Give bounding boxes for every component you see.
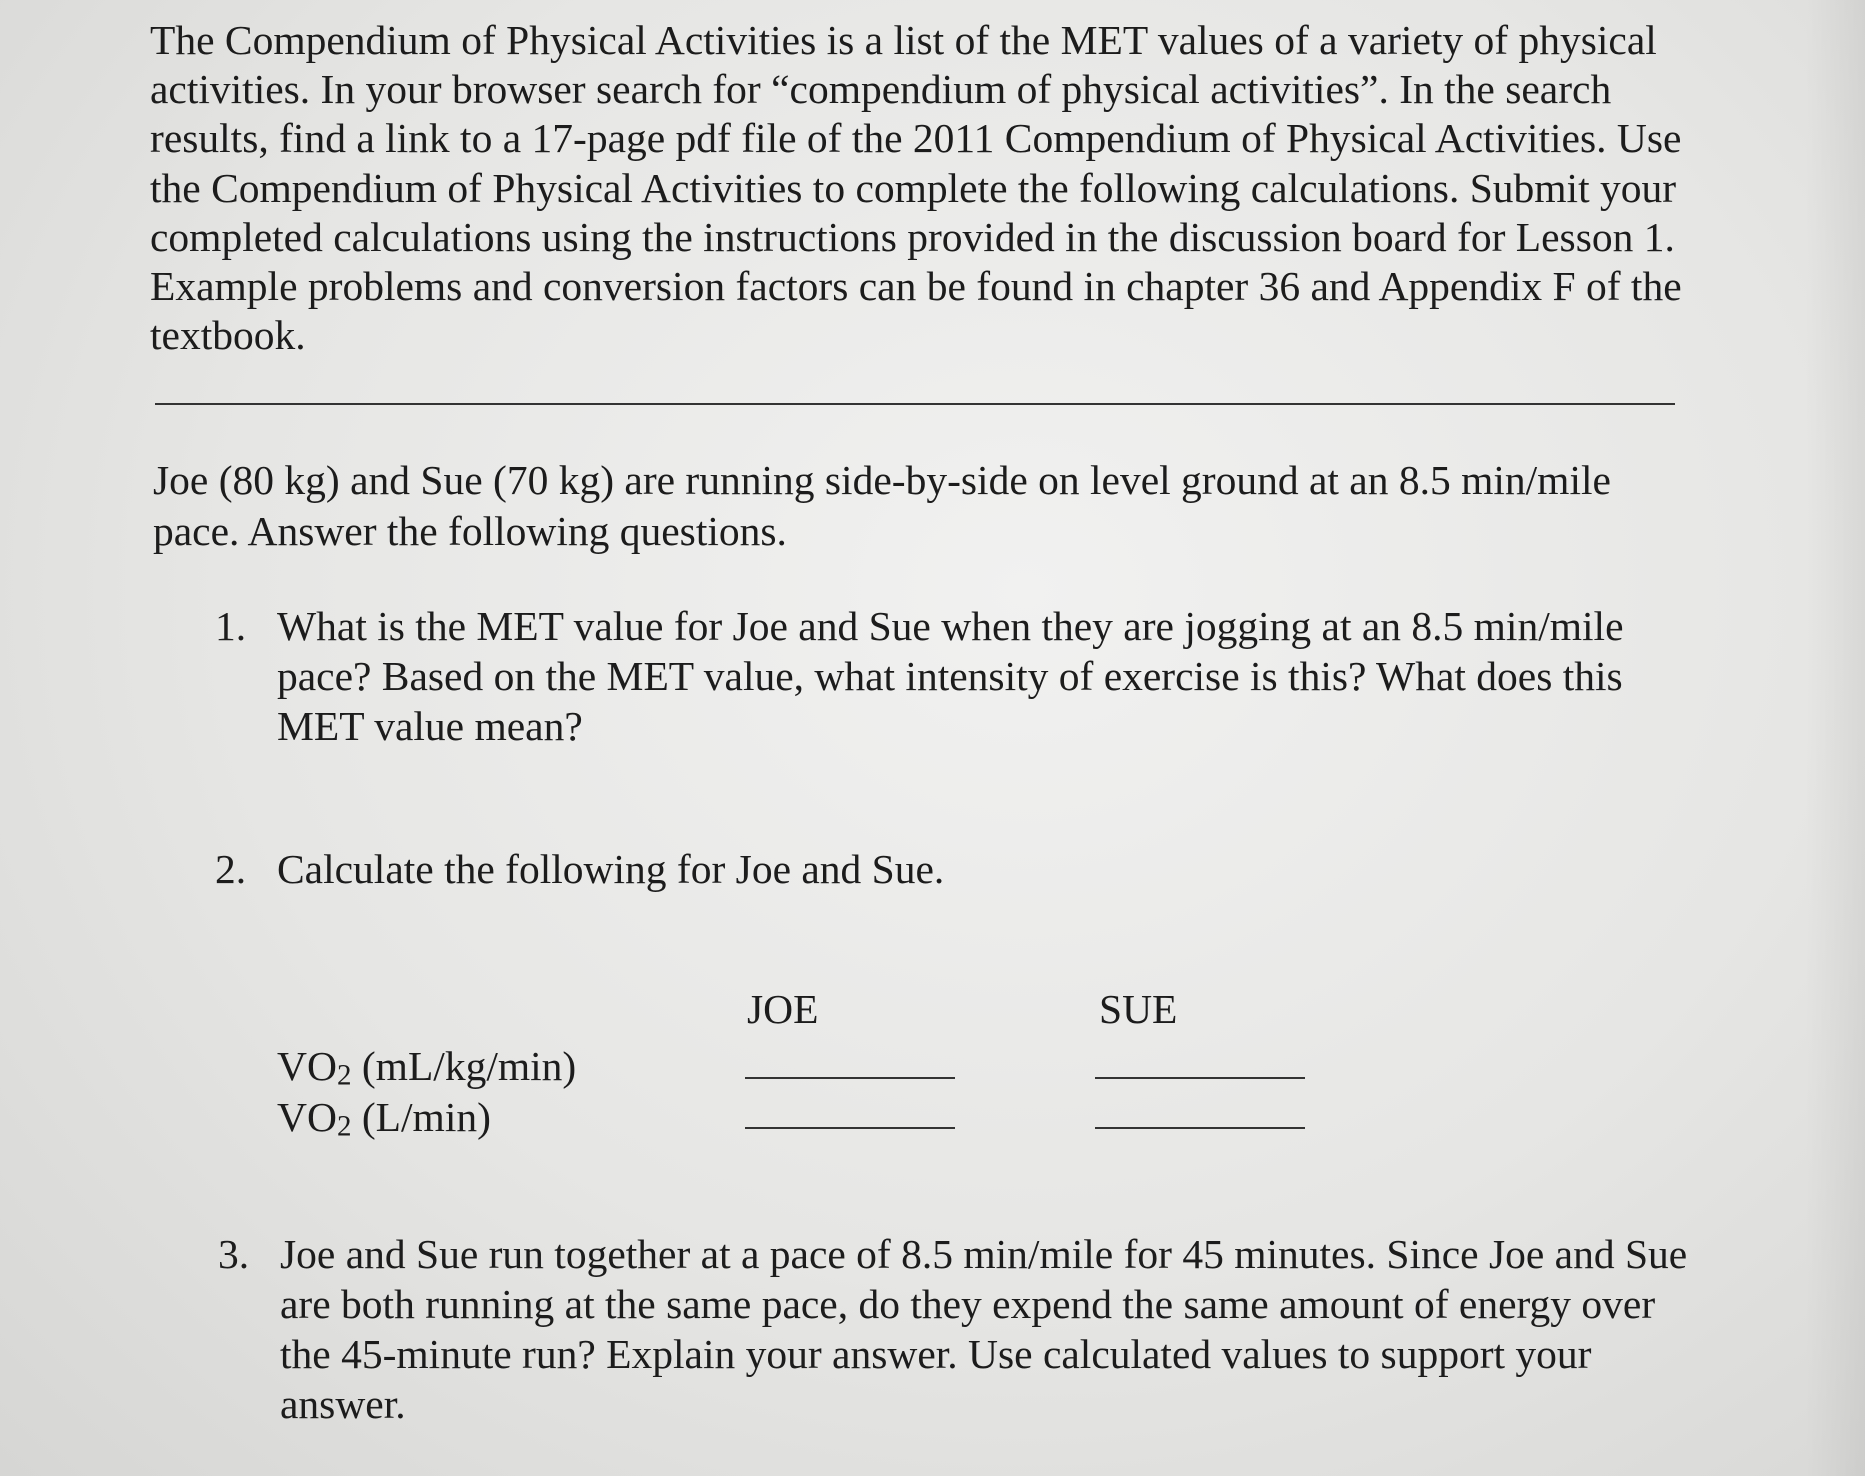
intro-paragraph: The Compendium of Physical Activities is a list of the MET values of a variety of physical activities. In your browser search for “compendium of physical activities”. In the search results, find a link to a 17-page pdf file of the 2011 Compendium of Physical Activities. Use the Compendium of Physical Activities to complete the following calculations. Submit your completed calculations using the instructions provided in the discussion board for Lesson 1. Example problems and conversion factors can be found in chapter 36 and Appendix F of the textbook.	[150, 17, 1682, 359]
section-divider	[155, 403, 1675, 405]
calculation-table	[277, 985, 1377, 1145]
answer-blank-joe-vo2-relative[interactable]	[745, 1077, 955, 1079]
question-number: 3.	[218, 1231, 250, 1277]
scenario-paragraph: Joe (80 kg) and Sue (70 kg) are running side-by-side on level ground at an 8.5 min/mile pace. Answer the following questions.	[153, 457, 1611, 554]
answer-blank-sue-vo2-relative[interactable]	[1095, 1077, 1305, 1079]
question-1	[215, 601, 1715, 751]
question-3	[218, 1229, 1718, 1439]
row-label-vo2-absolute: $VO_2$ (L/min)	[277, 1094, 491, 1143]
answer-blank-sue-vo2-absolute[interactable]	[1095, 1127, 1305, 1129]
question-number: 1.	[215, 603, 247, 649]
question-2	[215, 844, 1715, 904]
paper-edge-shadow	[1805, 0, 1865, 1476]
worksheet-page	[150, 16, 1690, 360]
column-header-joe: JOE	[747, 986, 819, 1032]
row-label-vo2-relative: $VO_2$ (mL/kg/min)	[277, 1043, 577, 1092]
column-header-sue: SUE	[1099, 986, 1178, 1032]
answer-blank-joe-vo2-absolute[interactable]	[745, 1127, 955, 1129]
question-text: Calculate the following for Joe and Sue.	[277, 846, 945, 892]
question-number: 2.	[215, 846, 247, 892]
question-text: Joe and Sue run together at a pace of 8.5 min/mile for 45 minutes. Since Joe and Sue are both running at the same pace, do they expend the same amount of energy over the 45-minute run? Explain your answer. Use calculated values to support your answer.	[280, 1231, 1688, 1427]
question-text: What is the MET value for Joe and Sue when they are jogging at an 8.5 min/mile pace? Based on the MET value, what intensity of exercise is this? What does this MET value mean?	[277, 603, 1624, 749]
